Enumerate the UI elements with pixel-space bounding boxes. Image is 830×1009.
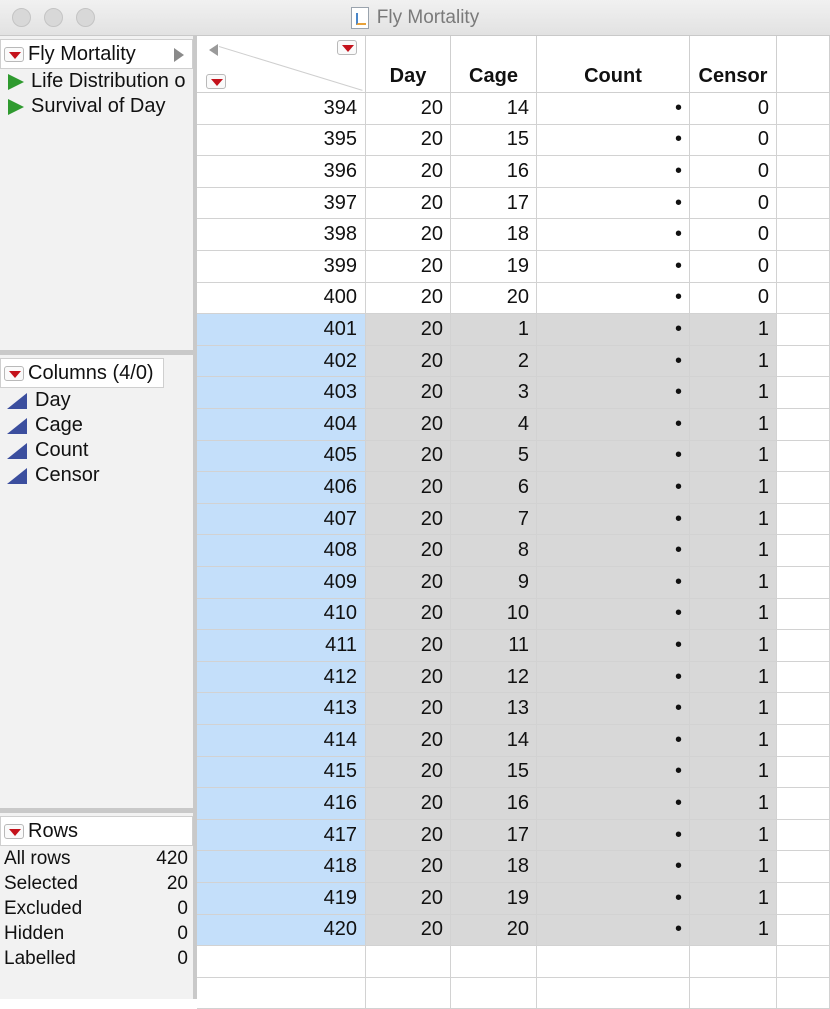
run-script-icon[interactable] bbox=[8, 74, 24, 90]
cell-day[interactable]: 20 bbox=[366, 883, 451, 915]
cell-censor[interactable]: 1 bbox=[690, 377, 777, 409]
cell-censor[interactable]: 0 bbox=[690, 219, 777, 251]
column-header-censor[interactable]: Censor bbox=[690, 36, 777, 93]
cell-day[interactable]: 20 bbox=[366, 219, 451, 251]
column-name: Censor bbox=[35, 464, 100, 486]
cell-day[interactable]: 20 bbox=[366, 788, 451, 820]
rows-stat-row bbox=[0, 871, 193, 896]
cell-cage[interactable]: 16 bbox=[451, 156, 537, 188]
cell-count[interactable]: • bbox=[537, 409, 690, 441]
cell-day[interactable]: 20 bbox=[366, 630, 451, 662]
columns-panel-header bbox=[0, 358, 164, 388]
cell-day[interactable]: 20 bbox=[366, 346, 451, 378]
cell-censor[interactable]: 1 bbox=[690, 820, 777, 852]
column-header-count[interactable]: Count bbox=[537, 36, 690, 93]
cell-count[interactable]: • bbox=[537, 788, 690, 820]
cell-censor[interactable]: 1 bbox=[690, 535, 777, 567]
table-panel-title: Fly Mortality bbox=[28, 42, 136, 65]
cell-censor[interactable]: 1 bbox=[690, 915, 777, 947]
cell-cage[interactable]: 4 bbox=[451, 409, 537, 441]
table-script-label: Life Distribution o bbox=[31, 70, 186, 92]
row-number[interactable]: 395 bbox=[197, 125, 366, 157]
cell-cage[interactable]: 18 bbox=[451, 851, 537, 883]
cell-count[interactable]: • bbox=[537, 504, 690, 536]
row-number[interactable]: 420 bbox=[197, 915, 366, 947]
rows-stat-value: 0 bbox=[177, 897, 188, 919]
rows-stat-row bbox=[0, 921, 193, 946]
cell-cage[interactable]: 14 bbox=[451, 725, 537, 757]
rows-stat-row bbox=[0, 946, 193, 971]
cell-cage[interactable]: 12 bbox=[451, 662, 537, 694]
cell-censor[interactable]: 1 bbox=[690, 725, 777, 757]
cell-count[interactable]: • bbox=[537, 314, 690, 346]
cell-empty bbox=[777, 251, 830, 283]
rows-stat-value: 0 bbox=[177, 922, 188, 944]
cell-count[interactable]: • bbox=[537, 188, 690, 220]
column-name: Day bbox=[35, 389, 71, 411]
row-number[interactable]: 408 bbox=[197, 535, 366, 567]
cell-empty bbox=[777, 851, 830, 883]
row-number[interactable]: 401 bbox=[197, 314, 366, 346]
cell-empty bbox=[777, 125, 830, 157]
row-number[interactable]: 402 bbox=[197, 346, 366, 378]
grid-corner bbox=[197, 36, 366, 93]
rows-stat-label: Selected bbox=[4, 872, 78, 894]
cell-empty bbox=[777, 978, 830, 1009]
row-number[interactable]: 410 bbox=[197, 599, 366, 631]
cell-day[interactable]: 20 bbox=[366, 377, 451, 409]
cell-day[interactable]: 20 bbox=[366, 283, 451, 315]
cell-cage[interactable]: 20 bbox=[451, 283, 537, 315]
cell-censor[interactable]: 0 bbox=[690, 251, 777, 283]
cell-empty bbox=[777, 693, 830, 725]
row-number[interactable]: 417 bbox=[197, 820, 366, 852]
cell-cage[interactable]: 16 bbox=[451, 788, 537, 820]
cell-cage[interactable]: 19 bbox=[451, 251, 537, 283]
cell-censor[interactable] bbox=[690, 978, 777, 1009]
cell-day[interactable]: 20 bbox=[366, 188, 451, 220]
cell-empty bbox=[777, 946, 830, 978]
rows-header-menu-button[interactable] bbox=[206, 74, 226, 89]
cell-empty bbox=[777, 188, 830, 220]
cell-day[interactable]: 20 bbox=[366, 93, 451, 125]
row-number[interactable] bbox=[197, 946, 366, 978]
column-header-day[interactable]: Day bbox=[366, 36, 451, 93]
row-number[interactable]: 415 bbox=[197, 757, 366, 789]
cell-count[interactable]: • bbox=[537, 915, 690, 947]
row-number[interactable]: 409 bbox=[197, 567, 366, 599]
cell-empty bbox=[777, 883, 830, 915]
row-number[interactable]: 399 bbox=[197, 251, 366, 283]
cell-cage[interactable]: 13 bbox=[451, 693, 537, 725]
cell-censor[interactable]: 1 bbox=[690, 567, 777, 599]
window-title: Fly Mortality bbox=[376, 7, 480, 28]
columns-list bbox=[0, 388, 193, 488]
cell-censor[interactable]: 1 bbox=[690, 314, 777, 346]
cell-cage[interactable]: 9 bbox=[451, 567, 537, 599]
cell-empty bbox=[777, 156, 830, 188]
cell-count[interactable]: • bbox=[537, 93, 690, 125]
row-number[interactable]: 411 bbox=[197, 630, 366, 662]
cell-day[interactable]: 20 bbox=[366, 314, 451, 346]
cell-cage[interactable]: 20 bbox=[451, 915, 537, 947]
row-number[interactable]: 407 bbox=[197, 504, 366, 536]
table-scripts-list bbox=[0, 69, 193, 119]
rows-panel-title: Rows bbox=[28, 819, 79, 842]
cell-cage[interactable]: 15 bbox=[451, 757, 537, 789]
columns-menu-button[interactable] bbox=[4, 366, 24, 381]
cell-cage[interactable]: 7 bbox=[451, 504, 537, 536]
expand-arrow-icon[interactable] bbox=[174, 48, 184, 62]
cell-day[interactable]: 20 bbox=[366, 662, 451, 694]
cell-empty bbox=[777, 93, 830, 125]
cell-censor[interactable]: 1 bbox=[690, 851, 777, 883]
rows-stat-row bbox=[0, 846, 193, 871]
cell-count[interactable]: • bbox=[537, 377, 690, 409]
cell-day[interactable]: 20 bbox=[366, 441, 451, 473]
cell-empty bbox=[777, 820, 830, 852]
table-panel bbox=[0, 39, 193, 350]
cell-censor[interactable]: 1 bbox=[690, 504, 777, 536]
cell-day[interactable]: 20 bbox=[366, 693, 451, 725]
scroll-left-icon[interactable] bbox=[209, 44, 218, 56]
row-number[interactable]: 416 bbox=[197, 788, 366, 820]
cell-empty bbox=[777, 630, 830, 662]
continuous-column-icon bbox=[7, 468, 27, 484]
cell-cage[interactable]: 5 bbox=[451, 441, 537, 473]
cell-day[interactable]: 20 bbox=[366, 567, 451, 599]
cell-day[interactable]: 20 bbox=[366, 504, 451, 536]
cell-cage[interactable] bbox=[451, 946, 537, 978]
continuous-column-icon bbox=[7, 418, 27, 434]
cell-empty bbox=[777, 219, 830, 251]
row-number[interactable]: 400 bbox=[197, 283, 366, 315]
table-script-item[interactable] bbox=[0, 69, 193, 94]
cell-censor[interactable]: 1 bbox=[690, 409, 777, 441]
cell-day[interactable]: 20 bbox=[366, 472, 451, 504]
cell-cage[interactable]: 8 bbox=[451, 535, 537, 567]
cell-count[interactable] bbox=[537, 978, 690, 1009]
window-titlebar bbox=[0, 0, 830, 36]
row-number[interactable]: 397 bbox=[197, 188, 366, 220]
cell-censor[interactable]: 0 bbox=[690, 125, 777, 157]
cell-count[interactable]: • bbox=[537, 820, 690, 852]
data-grid bbox=[197, 36, 830, 999]
continuous-column-icon bbox=[7, 443, 27, 459]
cell-censor[interactable]: 0 bbox=[690, 188, 777, 220]
cell-day[interactable] bbox=[366, 978, 451, 1009]
rows-stat-value: 20 bbox=[166, 872, 188, 894]
rows-stat-label: Labelled bbox=[4, 947, 76, 969]
cell-count[interactable]: • bbox=[537, 472, 690, 504]
cell-day[interactable]: 20 bbox=[366, 251, 451, 283]
cell-day[interactable]: 20 bbox=[366, 156, 451, 188]
row-number[interactable]: 418 bbox=[197, 851, 366, 883]
column-header-cage[interactable]: Cage bbox=[451, 36, 537, 93]
cell-count[interactable]: • bbox=[537, 851, 690, 883]
cell-empty bbox=[777, 283, 830, 315]
cell-day[interactable]: 20 bbox=[366, 535, 451, 567]
cell-count[interactable]: • bbox=[537, 757, 690, 789]
row-number[interactable]: 412 bbox=[197, 662, 366, 694]
cell-cage[interactable]: 17 bbox=[451, 820, 537, 852]
cell-empty bbox=[777, 535, 830, 567]
cell-cage[interactable]: 15 bbox=[451, 125, 537, 157]
cell-count[interactable]: • bbox=[537, 567, 690, 599]
data-table-document-icon bbox=[351, 7, 369, 29]
column-list-item[interactable] bbox=[0, 463, 193, 488]
cell-count[interactable]: • bbox=[537, 125, 690, 157]
cell-empty bbox=[777, 346, 830, 378]
columns-header-menu-button[interactable] bbox=[337, 40, 357, 55]
cell-censor[interactable]: 1 bbox=[690, 693, 777, 725]
column-name: Cage bbox=[35, 414, 83, 436]
cell-day[interactable]: 20 bbox=[366, 409, 451, 441]
cell-count[interactable]: • bbox=[537, 883, 690, 915]
cell-censor[interactable]: 1 bbox=[690, 472, 777, 504]
rows-stat-row bbox=[0, 896, 193, 921]
cell-day[interactable]: 20 bbox=[366, 915, 451, 947]
cell-count[interactable]: • bbox=[537, 441, 690, 473]
run-script-icon[interactable] bbox=[8, 99, 24, 115]
row-number[interactable]: 419 bbox=[197, 883, 366, 915]
rows-stat-label: Excluded bbox=[4, 897, 83, 919]
rows-stat-label: Hidden bbox=[4, 922, 65, 944]
cell-cage[interactable]: 19 bbox=[451, 883, 537, 915]
cell-censor[interactable]: 1 bbox=[690, 662, 777, 694]
cell-cage[interactable]: 10 bbox=[451, 599, 537, 631]
cell-cage[interactable]: 1 bbox=[451, 314, 537, 346]
cell-censor[interactable]: 1 bbox=[690, 599, 777, 631]
cell-day[interactable]: 20 bbox=[366, 820, 451, 852]
cell-count[interactable]: • bbox=[537, 219, 690, 251]
cell-empty bbox=[777, 662, 830, 694]
cell-count[interactable]: • bbox=[537, 535, 690, 567]
table-script-label: Survival of Day bbox=[31, 95, 166, 117]
cell-censor[interactable]: 1 bbox=[690, 346, 777, 378]
cell-day[interactable]: 20 bbox=[366, 851, 451, 883]
cell-empty bbox=[777, 504, 830, 536]
cell-count[interactable]: • bbox=[537, 283, 690, 315]
cell-censor[interactable]: 1 bbox=[690, 883, 777, 915]
cell-censor[interactable]: 1 bbox=[690, 757, 777, 789]
table-panel-header bbox=[0, 39, 193, 69]
cell-count[interactable]: • bbox=[537, 251, 690, 283]
cell-day[interactable]: 20 bbox=[366, 725, 451, 757]
column-list-item[interactable] bbox=[0, 413, 193, 438]
cell-day[interactable]: 20 bbox=[366, 757, 451, 789]
cell-count[interactable]: • bbox=[537, 346, 690, 378]
cell-count[interactable]: • bbox=[537, 156, 690, 188]
table-menu-button[interactable] bbox=[4, 47, 24, 62]
cell-cage[interactable]: 11 bbox=[451, 630, 537, 662]
cell-count[interactable]: • bbox=[537, 693, 690, 725]
cell-empty bbox=[777, 314, 830, 346]
cell-empty bbox=[777, 725, 830, 757]
cell-censor[interactable]: 1 bbox=[690, 630, 777, 662]
row-number[interactable]: 394 bbox=[197, 93, 366, 125]
row-number[interactable] bbox=[197, 978, 366, 1009]
cell-censor[interactable]: 1 bbox=[690, 788, 777, 820]
continuous-column-icon bbox=[7, 393, 27, 409]
row-number[interactable]: 414 bbox=[197, 725, 366, 757]
row-number[interactable]: 396 bbox=[197, 156, 366, 188]
row-number[interactable]: 413 bbox=[197, 693, 366, 725]
cell-censor[interactable]: 0 bbox=[690, 156, 777, 188]
cell-count[interactable]: • bbox=[537, 599, 690, 631]
cell-empty bbox=[777, 441, 830, 473]
cell-count[interactable]: • bbox=[537, 725, 690, 757]
column-header-empty bbox=[777, 36, 830, 93]
cell-cage[interactable]: 14 bbox=[451, 93, 537, 125]
column-list-item[interactable] bbox=[0, 388, 193, 413]
rows-stats bbox=[0, 846, 193, 971]
row-number[interactable]: 406 bbox=[197, 472, 366, 504]
cell-censor[interactable] bbox=[690, 946, 777, 978]
cell-empty bbox=[777, 567, 830, 599]
cell-empty bbox=[777, 788, 830, 820]
cell-empty bbox=[777, 409, 830, 441]
column-name: Count bbox=[35, 439, 89, 461]
rows-panel bbox=[0, 813, 193, 999]
cell-count[interactable] bbox=[537, 946, 690, 978]
cell-censor[interactable]: 1 bbox=[690, 441, 777, 473]
cell-cage[interactable]: 2 bbox=[451, 346, 537, 378]
column-list-item[interactable] bbox=[0, 438, 193, 463]
window-title-wrap bbox=[0, 0, 830, 36]
cell-empty bbox=[777, 472, 830, 504]
columns-panel-title: Columns (4/0) bbox=[28, 361, 154, 384]
cell-day[interactable] bbox=[366, 946, 451, 978]
cell-empty bbox=[777, 757, 830, 789]
cell-cage[interactable]: 6 bbox=[451, 472, 537, 504]
cell-empty bbox=[777, 915, 830, 947]
cell-count[interactable]: • bbox=[537, 662, 690, 694]
cell-cage[interactable]: 17 bbox=[451, 188, 537, 220]
row-number[interactable]: 403 bbox=[197, 377, 366, 409]
cell-count[interactable]: • bbox=[537, 630, 690, 662]
rows-stat-label: All rows bbox=[4, 847, 71, 869]
cell-censor[interactable]: 0 bbox=[690, 93, 777, 125]
cell-censor[interactable]: 0 bbox=[690, 283, 777, 315]
rows-menu-button[interactable] bbox=[4, 824, 24, 839]
columns-panel bbox=[0, 355, 193, 808]
rows-stat-value: 420 bbox=[156, 847, 188, 869]
cell-empty bbox=[777, 599, 830, 631]
cell-empty bbox=[777, 377, 830, 409]
row-number[interactable]: 405 bbox=[197, 441, 366, 473]
cell-day[interactable]: 20 bbox=[366, 599, 451, 631]
cell-day[interactable]: 20 bbox=[366, 125, 451, 157]
rows-panel-header bbox=[0, 816, 193, 846]
row-number[interactable]: 404 bbox=[197, 409, 366, 441]
cell-cage[interactable]: 3 bbox=[451, 377, 537, 409]
table-script-item[interactable] bbox=[0, 94, 193, 119]
cell-cage[interactable] bbox=[451, 978, 537, 1009]
rows-stat-value: 0 bbox=[177, 947, 188, 969]
cell-cage[interactable]: 18 bbox=[451, 219, 537, 251]
row-number[interactable]: 398 bbox=[197, 219, 366, 251]
